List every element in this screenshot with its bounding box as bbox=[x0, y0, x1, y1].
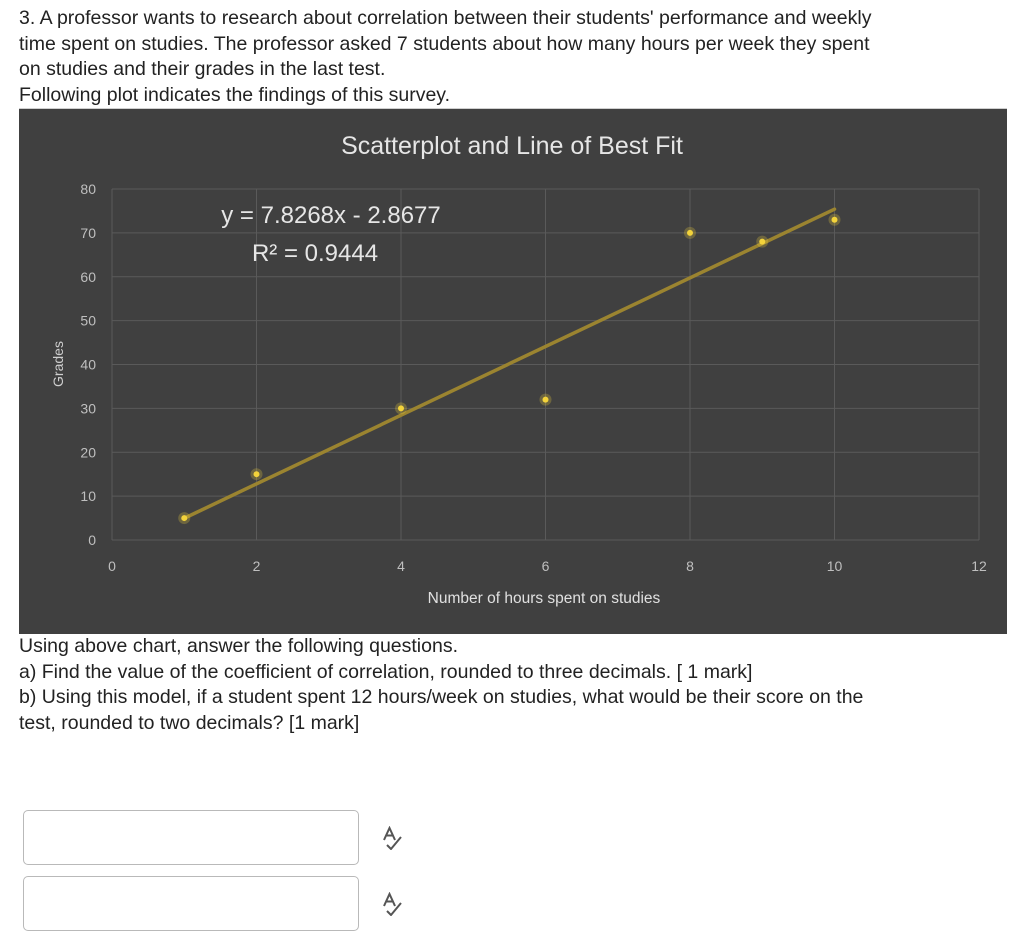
question-line: 3. A professor wants to research about correlation between their students' performance and weekly bbox=[19, 7, 872, 29]
y-tick-label: 50 bbox=[80, 312, 96, 329]
instruction-line: Using above chart, answer the following questions. bbox=[19, 635, 458, 657]
trendline-equation: y = 7.8268x - 2.8677 bbox=[221, 202, 441, 229]
y-tick-label: 10 bbox=[80, 488, 96, 505]
y-axis-label: Grades bbox=[50, 341, 66, 387]
data-point bbox=[832, 217, 838, 223]
x-tick-label: 10 bbox=[826, 558, 843, 574]
question-line: time spent on studies. The professor asked 7 students about how many hours per week they spent bbox=[19, 32, 870, 55]
y-tick-label: 60 bbox=[80, 268, 96, 285]
instruction-line: b) Using this model, if a student spent 12 hours/week on studies, what would be their score on the bbox=[19, 686, 864, 708]
x-axis-label: Number of hours spent on studies bbox=[427, 590, 661, 607]
data-point bbox=[254, 471, 260, 477]
y-tick-label: 80 bbox=[80, 181, 96, 197]
question-line: Following plot indicates the findings of this survey. bbox=[19, 83, 451, 106]
y-tick-label: 70 bbox=[80, 224, 96, 241]
instruction-line: a) Find the value of the coefficient of correlation, rounded to three decimals. [ 1 mark] bbox=[19, 660, 753, 683]
answer-input-a[interactable] bbox=[23, 810, 359, 865]
x-tick-label: 6 bbox=[541, 558, 550, 574]
answer-input-b[interactable] bbox=[23, 876, 359, 931]
y-tick-label: 40 bbox=[80, 356, 96, 373]
scatter-chart bbox=[19, 108, 1007, 634]
chart-svg bbox=[19, 109, 1007, 634]
question-line: on studies and their grades in the last test. bbox=[19, 58, 386, 80]
question-text bbox=[19, 6, 1014, 108]
instruction-line: test, rounded to two decimals? [1 mark] bbox=[19, 711, 360, 734]
x-tick-label: 12 bbox=[971, 558, 987, 574]
x-tick-label: 8 bbox=[686, 558, 694, 574]
data-point bbox=[543, 397, 549, 403]
y-tick-label: 30 bbox=[80, 400, 96, 417]
spellcheck-icon[interactable] bbox=[380, 892, 404, 916]
data-point bbox=[759, 239, 765, 245]
spellcheck-icon[interactable] bbox=[380, 826, 404, 850]
y-tick-label: 0 bbox=[88, 532, 96, 548]
x-tick-label: 4 bbox=[397, 558, 405, 574]
data-point bbox=[687, 230, 693, 236]
x-tick-label: 0 bbox=[108, 558, 116, 574]
data-point bbox=[181, 515, 187, 521]
x-tick-label: 2 bbox=[252, 558, 261, 574]
y-tick-label: 20 bbox=[80, 444, 96, 461]
instructions-text bbox=[19, 634, 1014, 736]
chart-title: Scatterplot and Line of Best Fit bbox=[341, 132, 683, 160]
data-point bbox=[398, 405, 404, 411]
r-squared-label: R² = 0.9444 bbox=[251, 240, 379, 267]
